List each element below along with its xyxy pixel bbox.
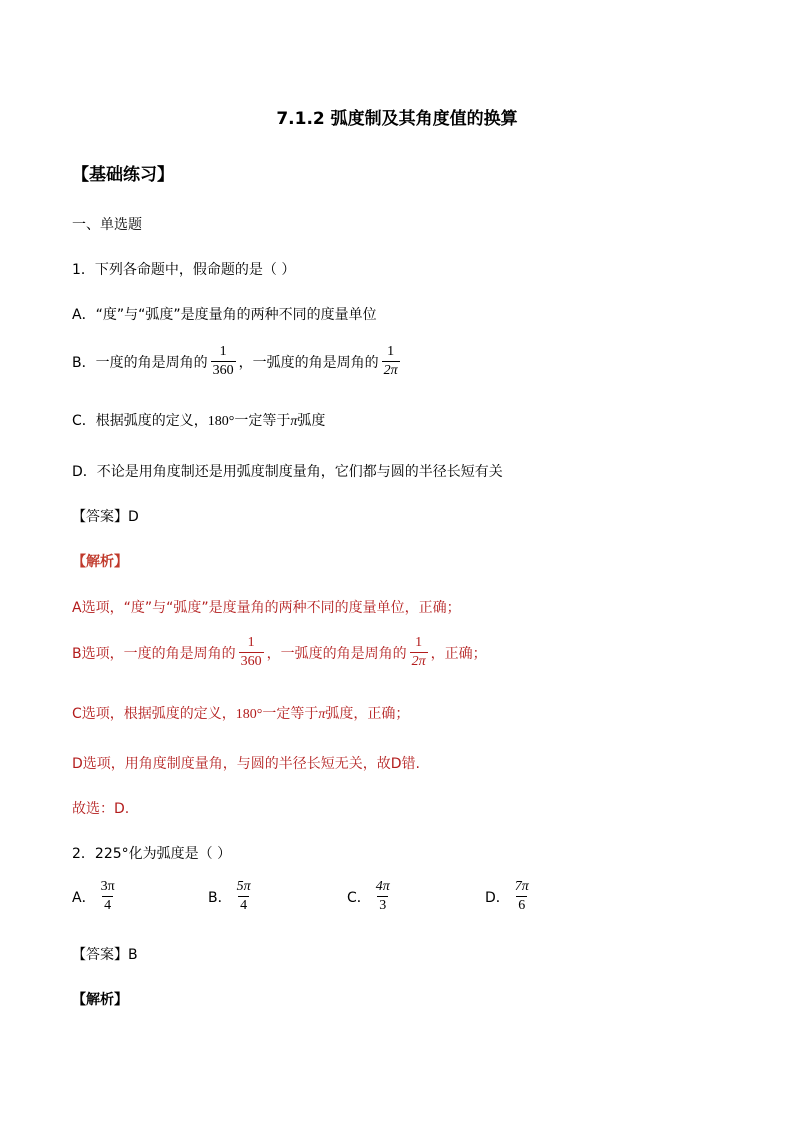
q1-analysis-b-text-2: ，一弧度的角是周角的 [266,645,407,662]
q1-analysis-b [72,634,487,671]
q1-conclusion: 故选：D. [72,801,130,817]
q1-option-b [72,343,403,380]
page-title: 7.1.2 弧度制及其角度值的换算 [276,109,518,129]
pi-symbol: π [318,707,326,722]
q1-analysis-a: A选项，“度”与“弧度”是度量角的两种不同的度量单位，正确； [72,600,461,616]
fraction-numerator: 1 [219,344,227,359]
fraction-numerator: 1 [247,635,255,650]
fraction-denominator: 4 [240,898,248,913]
option-label: B． [208,889,232,906]
degree-180: 180° [235,707,263,722]
fraction-1-360 [239,634,264,671]
q1-stem: 1．下列各命题中，假命题的是（ ） [72,262,296,278]
q2-option-b [208,878,256,915]
fraction-numerator: 7π [514,879,529,894]
q1-analysis-c-text-3: 弧度，正确； [325,706,410,722]
q2-analysis-label: 【解析】 [72,992,128,1008]
q1-analysis-c-text-2: 一定等于 [262,706,319,722]
fraction-numerator: 5π [236,879,251,894]
fraction-numerator: 1 [415,635,423,650]
option-fraction [374,878,392,915]
q1-analysis-b-text: B选项，一度的角是周角的 [72,645,236,662]
q2-option-a [72,878,120,915]
q1-option-c-text: C．根据弧度的定义， [72,413,208,429]
q1-option-d: D．不论是用角度制还是用弧度制度量角，它们都与圆的半径长短有关 [72,464,503,480]
q1-answer: 【答案】D [72,509,139,525]
q1-option-c [72,410,325,430]
fraction-numerator: 3π [100,879,115,894]
q2-option-d [485,878,534,915]
option-fraction [513,878,531,915]
option-label: C． [347,889,371,906]
fraction-denominator: 360 [240,654,262,669]
q1-analysis-c [72,703,409,723]
q1-analysis-d: D选项，用角度制度量角，与圆的半径长短无关，故D错. [72,756,421,772]
q1-option-a: A．“度”与“弧度”是度量角的两种不同的度量单位 [72,307,377,323]
fraction-denominator: 2π [411,654,426,669]
fraction-denominator: 4 [104,898,112,913]
part-heading: 一、单选题 [72,217,142,233]
fraction-1-360 [211,343,236,380]
fraction-denominator: 3 [379,898,387,913]
section-heading: 【基础练习】 [72,165,174,185]
q1-option-b-text: B．一度的角是周角的 [72,354,208,371]
option-label: A． [72,889,96,906]
q1-analysis-b-text-3: ，正确； [430,645,487,662]
fraction-denominator: 6 [518,898,526,913]
pi-symbol: π [290,414,298,429]
fraction-1-2pi [410,634,428,671]
fraction-denominator: 360 [212,363,234,378]
option-label: D． [485,889,510,906]
q2-answer: 【答案】B [72,947,138,963]
fraction-denominator: 2π [383,363,398,378]
q1-option-c-text-3: 弧度 [297,413,326,429]
option-fraction [99,878,117,915]
q2-option-c [347,878,395,915]
fraction-numerator: 1 [387,344,395,359]
option-fraction [235,878,253,915]
q1-analysis-c-text: C选项，根据弧度的定义， [72,706,236,722]
q2-stem: 2．225°化为弧度是（ ） [72,846,232,862]
fraction-numerator: 4π [375,879,390,894]
q1-option-c-text-2: 一定等于 [234,413,291,429]
fraction-1-2pi [382,343,400,380]
q1-analysis-label: 【解析】 [72,554,128,570]
degree-180: 180° [207,414,235,429]
q1-option-b-text-2: ，一弧度的角是周角的 [238,354,379,371]
